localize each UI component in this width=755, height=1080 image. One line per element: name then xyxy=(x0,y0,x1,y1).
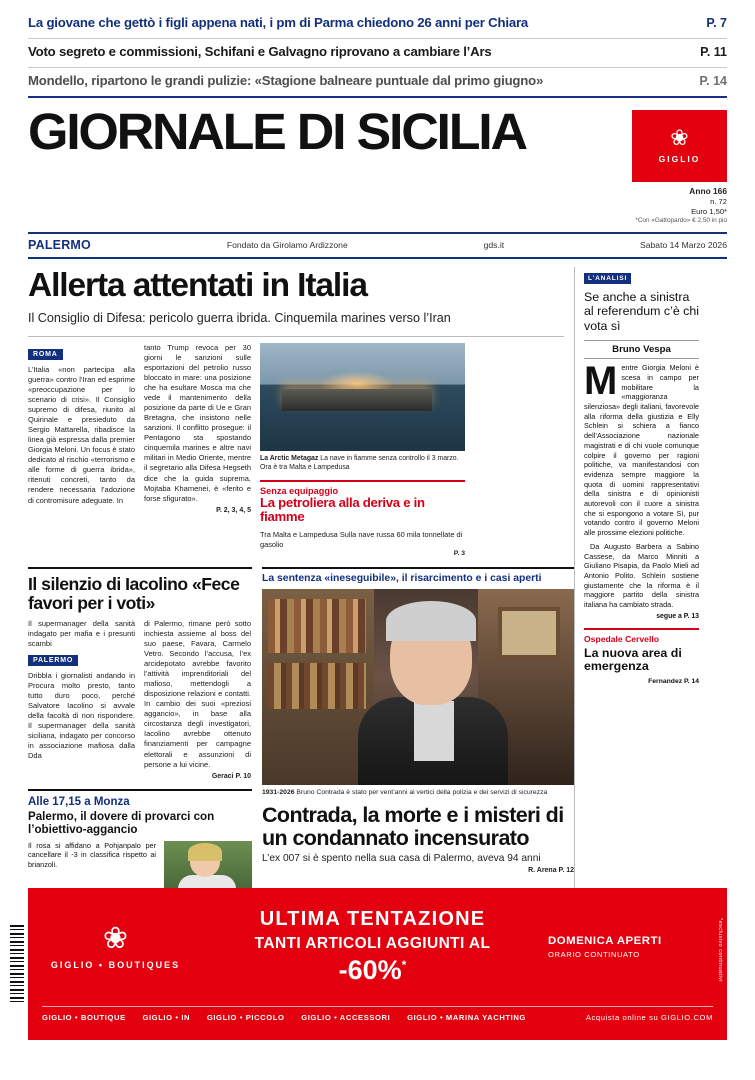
ad-open-sunday: DOMENICA APERTI xyxy=(548,935,662,947)
photo-story-pageref: P. 3 xyxy=(453,550,465,558)
monza-body: Il rosa si affidano a Pohjanpalo per cancellare il -3 in classifica rispetto ai brianzoli. xyxy=(28,840,156,870)
teaser-page: P. 14 xyxy=(699,73,727,88)
right-column xyxy=(574,267,699,914)
photo-story-text-box xyxy=(260,480,465,557)
contrada-caption xyxy=(262,789,574,798)
ad-store-item[interactable]: GIGLIO • BOUTIQUE xyxy=(42,1013,126,1022)
iacolino-lead: Il supermanager della sanità indagato per mafia e i presunti scambi xyxy=(28,618,135,648)
lead-body-2: tanto Trump revoca per 30 giorni le sanzioni sulle esportazioni del petrolio russo bloccato in mare: una posizione che ha esultare Mosca ma che vede il mantenimento della posizione da parte di Ue e Gran Bretagna, che insistono nelle sanzioni. Il conflitto prosegue: il Pentagono sta spostando cinquemila marines e altre navi militari in Medio Oriente, mentre il segretario alla Difesa Hegseth dice che la guida suprema, Mojtaba Khamenei, è «ferito e forse sfigurato». xyxy=(144,342,251,503)
ospedale-story xyxy=(584,628,699,685)
ad-center xyxy=(203,908,542,986)
teaser-text: Voto segreto e commissioni, Schifani e Galvagno riprovano a cambiare l’Ars xyxy=(28,43,492,59)
contrada-caption-years: 1931-2026 xyxy=(262,789,295,797)
photo-story-kicker: Senza equipaggio xyxy=(260,485,339,496)
iacolino-kicker: PALERMO xyxy=(28,655,78,666)
issue-price: Euro 1,50* xyxy=(691,207,727,217)
books-row-1 xyxy=(268,599,366,653)
teaser-page: P. 11 xyxy=(700,44,727,59)
ad-logo xyxy=(28,924,203,970)
edition-name: PALERMO xyxy=(28,238,91,253)
person-hair-shape xyxy=(386,601,476,641)
contrada-story xyxy=(262,567,574,913)
ad-discount xyxy=(203,955,542,986)
teaser-strip xyxy=(0,0,755,102)
lead-pageref: P. 2, 3, 4, 5 xyxy=(216,506,251,514)
founder-note: Fondato da Girolamo Ardizzone xyxy=(226,240,348,251)
website-url[interactable]: gds.it xyxy=(483,240,505,251)
divider xyxy=(28,336,564,337)
teaser-page: P. 7 xyxy=(706,16,727,30)
analysis-body-2: Da Augusto Barbera a Sabino Cassese, da Marco Minniti a Giuliano Pisapia, da Paolo Mieli ad Antonio Polito. Schlein sostiene giustamente che la riforma è il maggiore partito della sinistra italiana ha cambiato strada. xyxy=(584,541,699,610)
teaser-text: La giovane che gettò i figli appena nati, i pm di Parma chiedono 26 anni per Chiara xyxy=(28,15,529,30)
ospedale-title[interactable]: La nuova area di emergenza xyxy=(584,645,682,674)
issue-number: n. 72 xyxy=(710,196,727,206)
contrada-bar xyxy=(262,567,574,584)
analysis-dropcap: M xyxy=(584,359,618,404)
ad-line-2: TANTI ARTICOLI AGGIUNTI AL xyxy=(254,935,491,952)
monza-kicker: Alle 17,15 a Monza xyxy=(28,795,130,808)
ad-store-item[interactable]: GIGLIO • ACCESSORI xyxy=(301,1013,391,1022)
ad-discount-asterisk: * xyxy=(401,958,407,972)
photo-story-block xyxy=(260,343,465,557)
ad-hours: ORARIO CONTINUATO xyxy=(548,950,640,959)
ad-footer xyxy=(42,1006,713,1022)
issue-date: Sabato 14 Marzo 2026 xyxy=(640,240,727,251)
books-row-2 xyxy=(268,663,366,709)
advertisement-banner[interactable] xyxy=(28,888,727,1040)
ospedale-credit: Fernandez P. 14 xyxy=(648,678,699,686)
lead-col-2 xyxy=(144,343,251,557)
issue-info xyxy=(0,182,755,226)
lead-kicker: ROMA xyxy=(28,349,63,360)
teaser-text: Mondello, ripartono le grandi pulizie: «Stagione balneare puntuale dal primo giugno» xyxy=(28,72,544,88)
picture-frame-shape xyxy=(498,607,560,659)
contrada-portrait-photo[interactable] xyxy=(262,589,574,785)
contrada-caption-text: Bruno Contrada è stato per vent’anni ai vertici della polizia e dei servizi di sicurezza xyxy=(296,789,548,797)
ad-right xyxy=(542,935,727,959)
iacolino-body-2: di Palermo, rimane però sotto inchiesta assieme al boss del suo paese, Favara, Carmelo Vetro. Secondo l’accusa, l’ex arcidepotato avrebbe favorito l’attività imprenditoriali del mafioso, mettendogli a disposizione relazioni e contatti. In cambio dei suoi «preziosi aggancio», in base alla circostanza degli investigatori, Iacolino avrebbe ottenuto finanziamenti per campagne elettorali e assunzioni di persone a lui vicine. xyxy=(144,618,251,769)
player-hair-shape xyxy=(188,843,222,861)
contrada-headline[interactable]: Contrada, la morte e i misteri di un condannato incensurato xyxy=(262,803,564,850)
ship-photo[interactable] xyxy=(260,343,465,451)
ad-discount-value: -60% xyxy=(338,955,402,985)
ad-store-item[interactable]: GIGLIO • IN xyxy=(142,1013,191,1022)
ad-online-link[interactable]: Acquista online su GIGLIO.COM xyxy=(585,1013,713,1022)
sponsor-logo-box[interactable] xyxy=(632,110,727,182)
lead-body-1: L’Italia «non partecipa alla guerra» contro l’Iran ed esprime «preoccupazione per lo scenario di crisi». Il Consiglio supremo di difesa, riunito al Quirinale e presieduto da Sergio Mattarella, ribadisce la linea già espressa dalla premier Giorgia Meloni. Un focus è stato dedicato al rischio «terrorismo e alle forme di guerra ibrida», ritenuti concreti, tanto da rendere necessaria l’adozione di contromisure adeguate. In xyxy=(28,364,135,505)
contrada-byline: R. Arena P. 12 xyxy=(528,867,574,875)
burning-tanker-image xyxy=(260,343,465,451)
ad-store-item[interactable]: GIGLIO • MARINA YACHTING xyxy=(407,1013,526,1022)
contrada-bar-title: La sentenza «ineseguibile», il risarcimento e i casi aperti xyxy=(262,573,542,585)
ad-store-item[interactable]: GIGLIO • PICCOLO xyxy=(206,1013,285,1022)
photo-story-title[interactable]: La petroliera alla deriva e in fiamme xyxy=(260,494,425,525)
masthead xyxy=(0,102,755,182)
photo-caption-title: La Arctic Metagaz xyxy=(260,454,319,462)
photo-caption-text: La nave in fiamme senza controllo il 3 marzo. Ora è tra Malta e Lampedusa xyxy=(260,454,459,471)
page-title: GIORNALE DI SICILIA xyxy=(28,102,526,160)
teaser-item[interactable] xyxy=(28,68,727,98)
second-section xyxy=(28,567,574,913)
teaser-item[interactable] xyxy=(28,39,727,68)
analysis-title[interactable]: Se anche a sinistra al referendum c’è chi vota sì xyxy=(584,290,700,333)
iacolino-body-1: Dribbla i giornalisti andando in Procura molto presto, tanto tutto duro poco, perché Salvatore Iacolino si avvale della facoltà di non rispondere. Il supermanager della sanità siciliana, indagato per concorso in associazione mafiosa dalla Dda xyxy=(28,671,135,761)
analysis-continued[interactable]: segue a P. 13 xyxy=(656,612,699,620)
analysis-body xyxy=(584,359,699,538)
left-column xyxy=(28,267,574,914)
masthead-logo-wrap xyxy=(28,102,632,160)
ad-logo-text: GIGLIO • BOUTIQUES xyxy=(50,960,181,970)
edition-bar xyxy=(28,232,727,259)
issue-price-note: *Con «Gattopardo» € 2,50 in più xyxy=(635,217,727,225)
person-shirt-shape xyxy=(414,701,454,761)
lead-headline[interactable]: Allerta attentati in Italia xyxy=(28,267,367,305)
ad-legal-note: *esclusivo continuativi xyxy=(717,918,723,982)
monza-headline[interactable]: Palermo, il dovere di provarci con l’obiettivo-aggancio xyxy=(28,809,215,836)
sponsor-name: GIGLIO xyxy=(658,154,701,165)
lead-story-block xyxy=(28,343,564,557)
iacolino-story xyxy=(28,567,252,913)
flower-icon: ❀ xyxy=(670,125,689,151)
analysis-body-text: entre Giorgia Meloni è scesa in campo per mobilitare la «maggioranza silenziosa» degli italiani, favorevole alla riforma della giustizia e Elly Schlein si schiera a fianco dell’Associazione nazionale magistrati e di chi vuole comunque colpire il governo per ragioni politiche, va manifestandosi con evidenza sempre maggiore la quota di uomini rappresentativi della sinistra e di opinionisti autorevoli con il cuore a sinistra che si espongono a votare Sì, pur votando contro il governo Meloni alle prossime elezioni politiche. xyxy=(584,363,699,538)
ad-line-1: ULTIMA TENTAZIONE xyxy=(259,908,486,930)
analysis-author: Bruno Vespa xyxy=(584,340,699,359)
iacolino-headline[interactable]: Il silenzio di Iacolino «Fece favori per i voti» xyxy=(28,574,240,613)
lead-col-1 xyxy=(28,343,135,557)
iacolino-byline: Geraci P. 10 xyxy=(211,772,251,780)
barcode xyxy=(10,925,24,1003)
ospedale-kicker: Ospedale Cervello xyxy=(584,633,659,644)
issue-year: Anno 166 xyxy=(689,185,727,196)
main-content xyxy=(0,267,755,914)
teaser-item[interactable] xyxy=(28,10,727,39)
flower-icon: ❀ xyxy=(102,922,129,955)
analysis-kicker: L’ANALISI xyxy=(584,273,631,284)
photo-story-text: Tra Malta e Lampedusa Sulla nave russa 60 mila tonnellate di gasolio xyxy=(260,530,463,550)
lead-subhead: Il Consiglio di Difesa: pericolo guerra ibrida. Cinquemila marines verso l’Iran xyxy=(28,311,451,326)
photo-caption xyxy=(260,455,465,473)
contrada-subhead: L’ex 007 si è spento nella sua casa di Palermo, aveva 94 anni xyxy=(262,853,541,865)
ad-store-list xyxy=(42,1013,540,1022)
